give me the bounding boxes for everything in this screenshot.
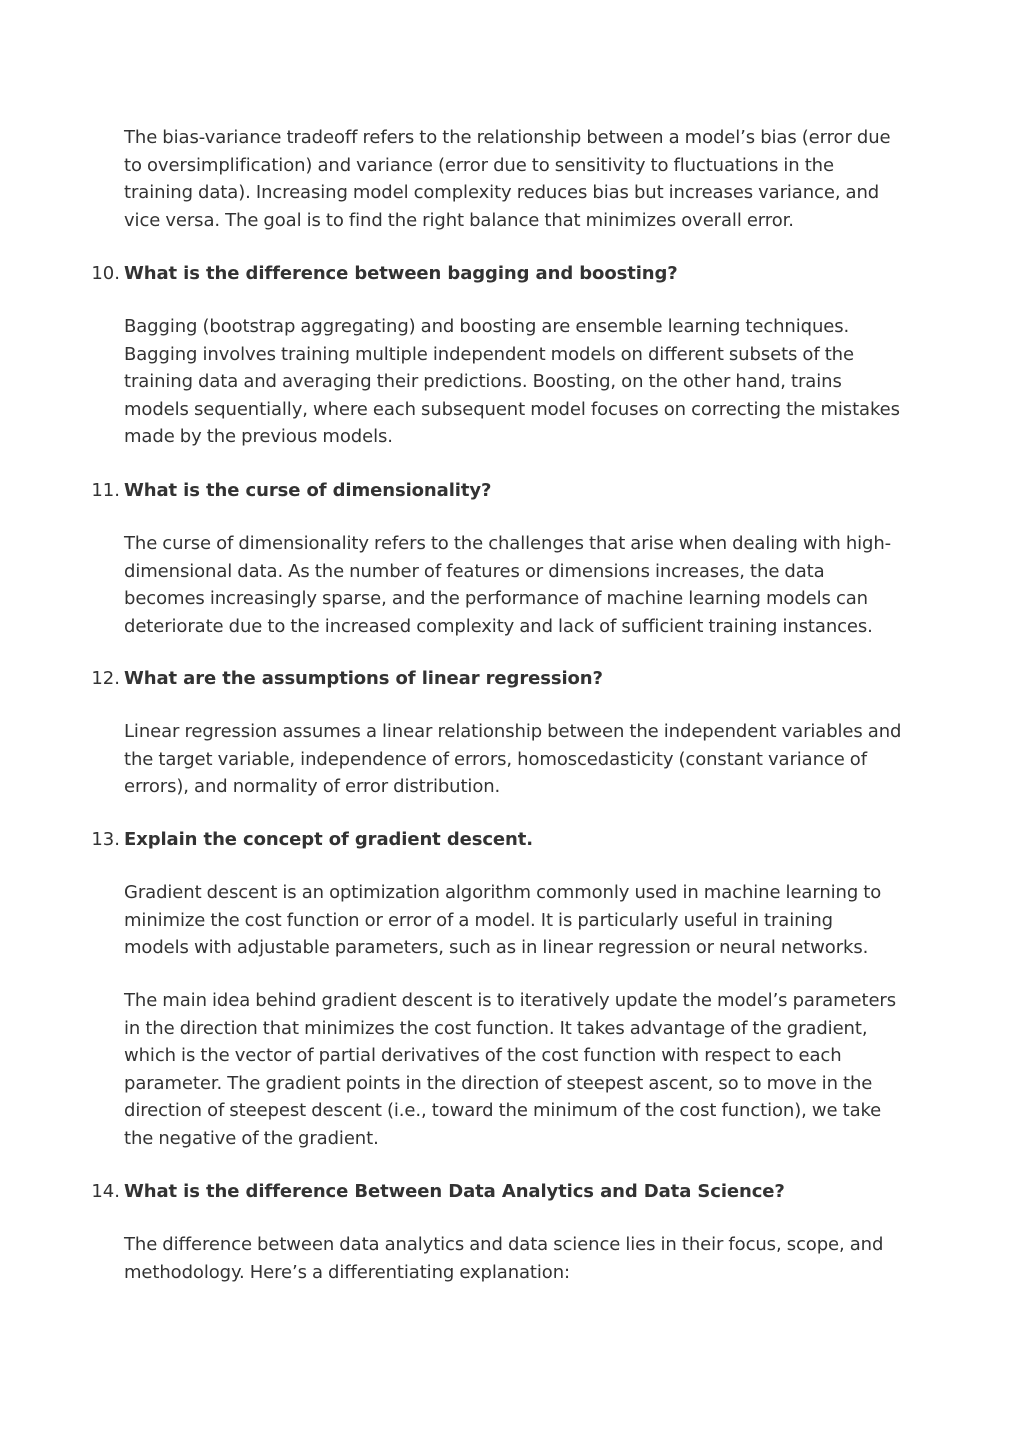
answer-paragraph: Gradient descent is an optimization algorithm commonly used in machine learning to minimize the cost function or error of a model. It is particularly useful in training models with adjustable parameters, such as in linear regression or neural networks. [124, 882, 882, 958]
question-heading: Explain the concept of gradient descent. [124, 829, 533, 850]
question-heading: What are the assumptions of linear regression? [124, 668, 603, 689]
answer-paragraph: The main idea behind gradient descent is to iteratively update the model’s parameters in the direction that minimizes the cost function. It takes advantage of the gradient, which is the vector of partial derivatives of the cost function with respect to each parameter. The gradient points in the direction of steepest ascent, so to move in the direction of steepest descent (i.e., toward the minimum of the cost function), we take the negative of the gradient. [124, 990, 896, 1149]
answer-paragraph: Linear regression assumes a linear relationship between the independent variables and the target variable, independence of errors, homoscedasticity (constant variance of errors), and normality of error distribution. [124, 721, 902, 797]
answer-paragraph: The curse of dimensionality refers to the challenges that arise when dealing with high-dimensional data. As the number of features or dimensions increases, the data becomes increasingly sparse, and the performance of machine learning models can deteriorate due to the increased complexity and lack of sufficient training instances. [124, 533, 892, 637]
intro-paragraph: The bias-variance tradeoff refers to the relationship between a model’s bias (error due to oversimplification) and variance (error due to sensitivity to fluctuations in the training data). Increasing model complexity reduces bias but increases variance, and vice versa. The goal is to find the right balance that minimizes overall error. [124, 127, 891, 231]
question-heading: What is the difference between bagging and boosting? [124, 263, 678, 284]
answer-paragraph: Bagging (bootstrap aggregating) and boosting are ensemble learning techniques. Bagging involves training multiple independent models on different subsets of the training data and averaging their predictions. Boosting, on the other hand, trains models sequentially, where each subsequent model focuses on correcting the mistakes made by the previous models. [124, 316, 900, 447]
question-number: 12. [91, 668, 120, 689]
question-number: 14. [91, 1181, 120, 1202]
question-number: 13. [91, 829, 120, 850]
question-heading: What is the difference Between Data Analytics and Data Science? [124, 1181, 785, 1202]
answer-paragraph: The difference between data analytics and data science lies in their focus, scope, and methodology. Here’s a differentiating explanation: [124, 1234, 884, 1283]
question-number: 10. [91, 263, 120, 284]
question-number: 11. [91, 480, 120, 501]
question-heading: What is the curse of dimensionality? [124, 480, 492, 501]
